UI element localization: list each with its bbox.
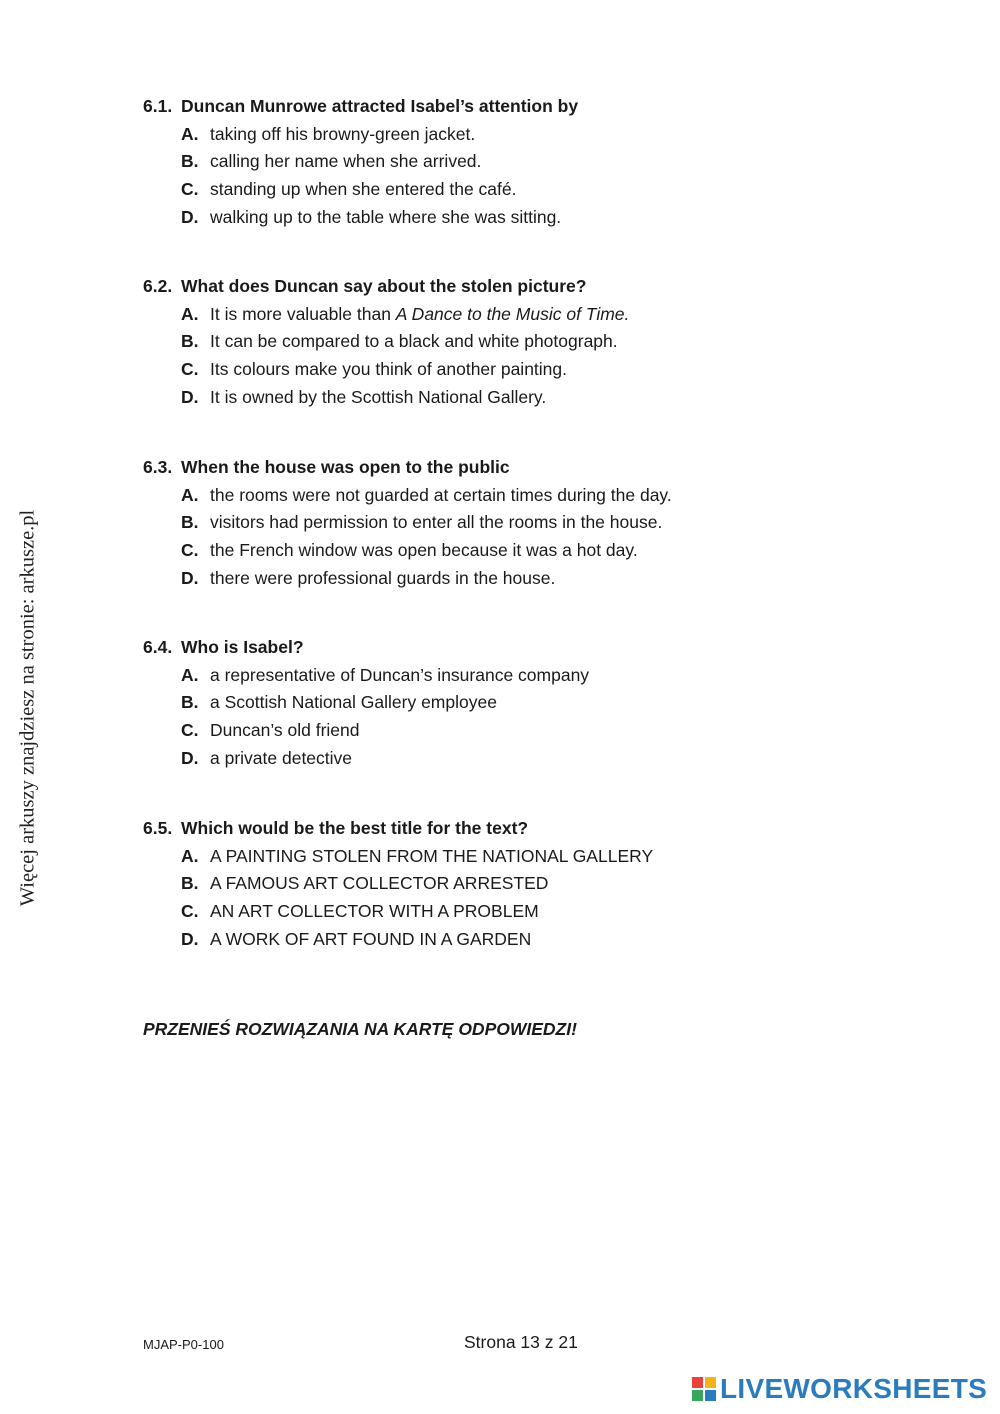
answer-option-d[interactable] <box>181 745 589 773</box>
option-text: the French window was open because it was a hot day. <box>210 539 638 560</box>
answer-option-b[interactable] <box>181 328 629 356</box>
answer-option-d[interactable] <box>181 926 653 954</box>
option-letter: B. <box>181 873 199 894</box>
question-text: What does Duncan say about the stolen picture? <box>181 276 587 296</box>
option-letter: B. <box>181 331 199 352</box>
question-6-1 <box>143 93 578 231</box>
option-letter: C. <box>181 358 199 379</box>
option-letter: B. <box>181 692 199 713</box>
option-letter: D. <box>181 747 199 768</box>
answer-option-a[interactable] <box>181 662 589 690</box>
liveworksheets-logo[interactable] <box>692 1373 987 1405</box>
book-title: A Dance to the Music of Time. <box>395 303 630 324</box>
answer-option-b[interactable] <box>181 870 653 898</box>
option-letter: A. <box>181 123 199 144</box>
option-text: AN ART COLLECTOR WITH A PROBLEM <box>210 900 539 921</box>
option-text: visitors had permission to enter all the rooms in the house. <box>210 512 663 533</box>
question-text: Which would be the best title for the text? <box>181 818 529 838</box>
option-text: A FAMOUS ART COLLECTOR ARRESTED <box>210 873 549 894</box>
question-6-3 <box>143 454 672 592</box>
answer-option-a[interactable] <box>181 301 629 329</box>
logo-square-blue <box>705 1390 716 1401</box>
option-letter: C. <box>181 900 199 921</box>
question-text: When the house was open to the public <box>181 457 510 477</box>
answer-option-d[interactable] <box>181 565 672 593</box>
question-number: 6.5. <box>143 818 173 838</box>
question-number: 6.1. <box>143 96 173 116</box>
option-text: Duncan’s old friend <box>210 719 360 740</box>
logo-square-yellow <box>705 1377 716 1388</box>
option-letter: C. <box>181 719 199 740</box>
option-letter: B. <box>181 151 199 172</box>
answer-option-a[interactable] <box>181 121 578 149</box>
option-letter: D. <box>181 928 199 949</box>
liveworksheets-icon <box>692 1377 716 1401</box>
option-text <box>210 301 629 329</box>
answer-option-a[interactable] <box>181 843 653 871</box>
option-letter: D. <box>181 206 199 227</box>
question-text: Duncan Munrowe attracted Isabel’s attention by <box>181 96 579 116</box>
answer-option-d[interactable] <box>181 384 629 412</box>
answer-option-c[interactable] <box>181 356 629 384</box>
transfer-answers-notice: PRZENIEŚ ROZWIĄZANIA NA KARTĘ ODPOWIEDZI! <box>143 1019 577 1039</box>
logo-square-green <box>692 1390 703 1401</box>
answer-option-c[interactable] <box>181 176 578 204</box>
answer-option-b[interactable] <box>181 689 589 717</box>
option-text: calling her name when she arrived. <box>210 151 482 172</box>
question-text: Who is Isabel? <box>181 637 304 657</box>
option-text: Its colours make you think of another painting. <box>210 358 568 379</box>
option-letter: D. <box>181 386 199 407</box>
option-text: A WORK OF ART FOUND IN A GARDEN <box>210 928 532 949</box>
option-text: standing up when she entered the café. <box>210 178 517 199</box>
option-letter: B. <box>181 512 199 533</box>
question-6-5 <box>143 815 653 953</box>
option-letter: D. <box>181 567 199 588</box>
option-text: a private detective <box>210 747 353 768</box>
answer-option-c[interactable] <box>181 898 653 926</box>
answer-option-b[interactable] <box>181 509 672 537</box>
option-text: a Scottish National Gallery employee <box>210 692 497 713</box>
answer-option-d[interactable] <box>181 204 578 232</box>
option-text: walking up to the table where she was sitting. <box>210 206 562 227</box>
option-text: the rooms were not guarded at certain times during the day. <box>210 484 672 505</box>
option-text: taking off his browny-green jacket. <box>210 123 476 144</box>
option-letter: A. <box>181 484 199 505</box>
option-letter: A. <box>181 664 199 685</box>
exam-code: MJAP-P0-100 <box>143 1337 224 1352</box>
answer-option-b[interactable] <box>181 148 578 176</box>
answer-option-a[interactable] <box>181 482 672 510</box>
brand-name: LIVEWORKSHEETS <box>720 1373 988 1404</box>
question-6-4 <box>143 634 589 772</box>
question-number: 6.4. <box>143 637 173 657</box>
option-text: It can be compared to a black and white photograph. <box>210 331 618 352</box>
option-text: there were professional guards in the house. <box>210 567 556 588</box>
option-letter: C. <box>181 178 199 199</box>
question-number: 6.3. <box>143 457 173 477</box>
option-letter: A. <box>181 303 199 324</box>
question-number: 6.2. <box>143 276 173 296</box>
page-number: Strona 13 z 21 <box>464 1332 578 1352</box>
option-letter: A. <box>181 845 199 866</box>
answer-option-c[interactable] <box>181 717 589 745</box>
option-text: It is owned by the Scottish National Gallery. <box>210 386 547 407</box>
option-text: a representative of Duncan’s insurance company <box>210 664 590 685</box>
answer-option-c[interactable] <box>181 537 672 565</box>
option-text-plain: It is more valuable than <box>210 303 396 324</box>
option-text: A PAINTING STOLEN FROM THE NATIONAL GALLERY <box>210 845 654 866</box>
side-watermark-note: Więcej arkuszy znajdziesz na stronie: arkusze.pl <box>16 509 39 907</box>
logo-square-red <box>692 1377 703 1388</box>
question-6-2 <box>143 273 629 411</box>
option-letter: C. <box>181 539 199 560</box>
